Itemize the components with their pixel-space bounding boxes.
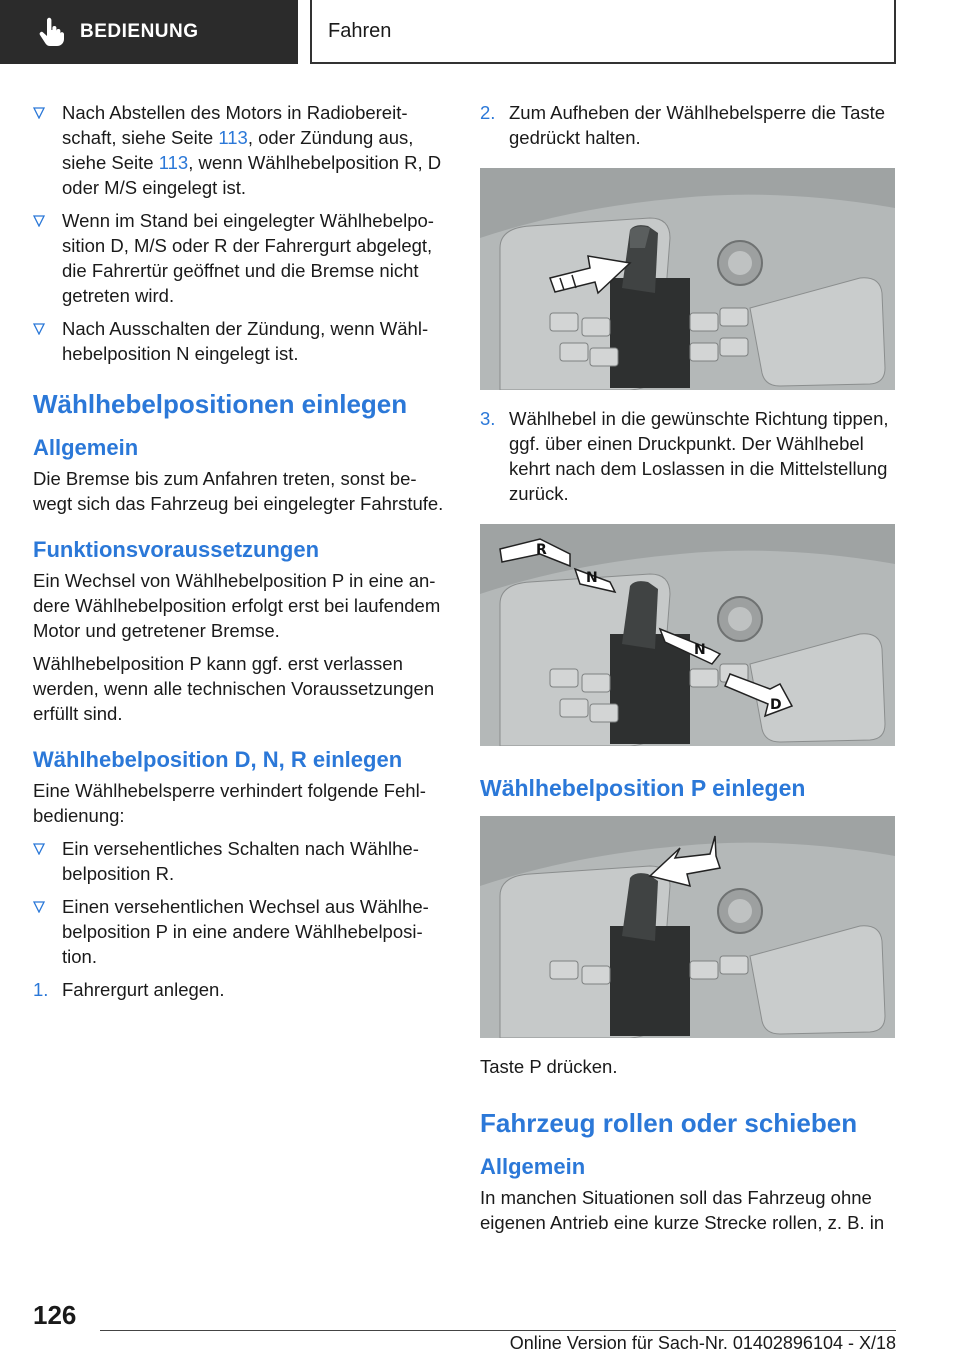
triangle-bullet-icon (33, 901, 45, 913)
list-item: Wenn im Stand bei eingelegter Wählhebelposition D, M/S oder R der Fahrergurt abgelegt, die Fahrertür geöffnet und die Bremse nicht getreten wird. (33, 208, 448, 308)
list-item: Einen versehentlichen Wechsel aus Wählhebelposition P in eine andere Wählhebelposition. (33, 894, 448, 969)
triangle-bullet-icon (33, 323, 45, 335)
right-column (480, 100, 895, 1243)
page-number: 126 (33, 1300, 77, 1330)
online-version-note: Online Version für Sach-Nr. 01402896104 - X/18 (509, 1333, 896, 1353)
step-item: 3. Wählhebel in die gewünschte Richtung tippen, ggf. über einen Druckpunkt. Der Wählhebel kehrt nach dem Loslassen in die Mittelstellung zurück. (480, 408, 889, 504)
list-item: Nach Ausschalten der Zündung, wenn Wählhebelposition N eingelegt ist. (33, 316, 448, 366)
direction-label-n: N (694, 642, 706, 658)
paragraph: Eine Wählhebelsperre verhindert folgende Fehlbedienung: (33, 780, 426, 826)
paragraph: Taste P drücken. (480, 1056, 618, 1077)
subsection-heading: Allgemein (33, 435, 139, 460)
list-item: Nach Abstellen des Motors in Radiobereitschaft, siehe Seite 113, oder Zündung aus, siehe Seite 113, wenn Wählhebelposition R, D oder M/S eingelegt ist. (33, 100, 448, 200)
subsection-heading: Funktionsvoraussetzungen (33, 537, 320, 562)
step-number: 1. (33, 979, 49, 1000)
section-label: BEDIENUNG (80, 21, 199, 42)
section-heading: Fahrzeug rollen oder schieben (480, 1108, 858, 1138)
selector-lever-unlock-photo (480, 168, 895, 390)
footer-divider (100, 1330, 896, 1331)
section-tab (0, 0, 298, 64)
hand-pointer-icon (36, 17, 66, 47)
left-column (33, 100, 448, 1010)
paragraph: In manchen Situationen soll das Fahrzeug ohne eigenen Antrieb eine kurze Strecke rollen, z. B. in (480, 1187, 885, 1233)
page-link[interactable]: 113 (158, 152, 189, 173)
step-number: 3. (480, 408, 496, 429)
section-heading: Wählhebelposition P einlegen (480, 775, 806, 801)
page-link[interactable]: 113 (218, 127, 248, 148)
paragraph: Wählhebelposition P kann ggf. erst verlassen werden, wenn alle technischen Voraussetzungen erfüllt sind. (33, 653, 435, 724)
park-button-photo (480, 816, 895, 1038)
step-number: 2. (480, 102, 496, 123)
triangle-bullet-icon (33, 215, 45, 227)
triangle-bullet-icon (33, 843, 45, 855)
direction-label-d: D (770, 697, 782, 713)
section-heading: Wählhebelpositionen einlegen (33, 389, 408, 419)
direction-label-n: N (586, 570, 598, 586)
list-item: Ein versehentliches Schalten nach Wählhebelposition R. (33, 836, 448, 886)
paragraph: Die Bremse bis zum Anfahren treten, sonst bewegt sich das Fahrzeug bei eingelegter Fahrstufe. (33, 468, 444, 514)
selector-lever-directions-photo (480, 524, 895, 746)
triangle-bullet-icon (33, 107, 45, 119)
subsection-heading: Allgemein (480, 1154, 586, 1179)
step-item: 2. Zum Aufheben der Wählhebelsperre die Taste gedrückt halten. (480, 102, 886, 148)
step-item: 1. Fahrergurt anlegen. (33, 979, 225, 1000)
direction-label-r: R (536, 542, 547, 558)
subsection-heading: Wählhebelposition D, N, R einlegen (33, 747, 403, 772)
chapter-title: Fahren (328, 19, 392, 42)
paragraph: Ein Wechsel von Wählhebelposition P in eine andere Wählhebelposition erfolgt erst bei laufendem Motor und getretener Bremse. (33, 570, 441, 641)
chapter-header (310, 0, 896, 64)
